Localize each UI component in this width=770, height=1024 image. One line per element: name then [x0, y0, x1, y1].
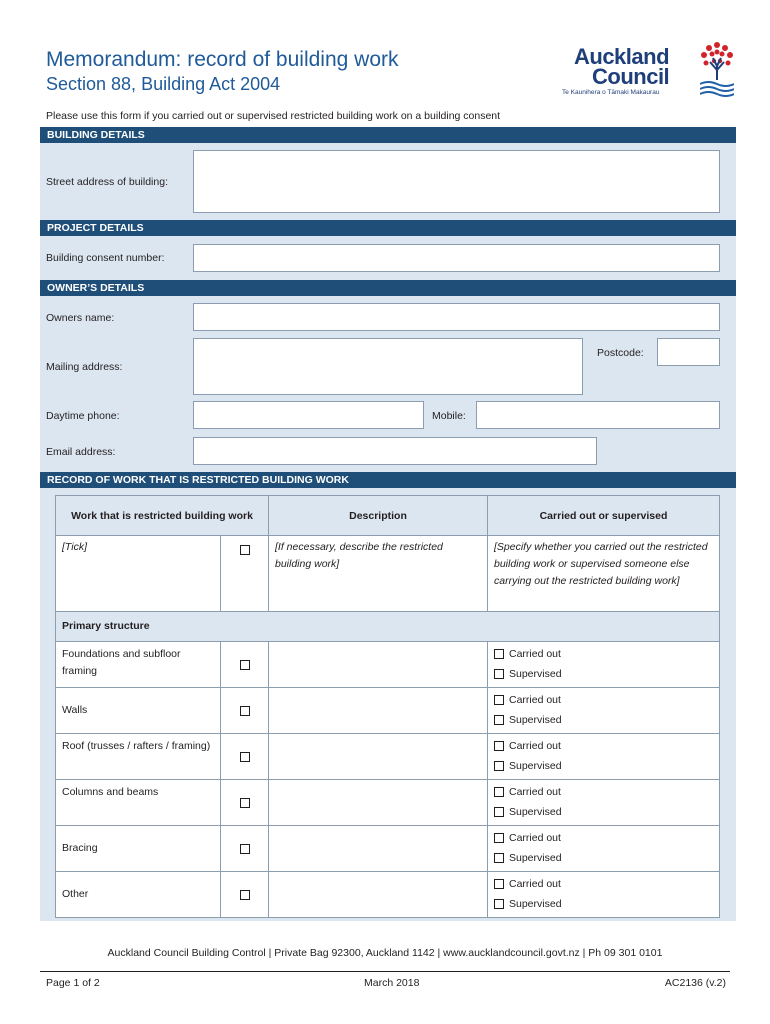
- daytime-phone-label: Daytime phone:: [46, 410, 120, 422]
- footer-contact: Auckland Council Building Control | Private Bag 92300, Auckland 1142 | www.aucklandcouncil.govt.nz | Ph 09 301 0101: [107, 947, 663, 959]
- table-row: [56, 734, 720, 780]
- carried-out-label: Carried out: [509, 740, 561, 752]
- section-project-details: PROJECT DETAILS: [40, 220, 736, 236]
- carried-out-label: Carried out: [509, 832, 561, 844]
- intro-text: Please use this form if you carried out or supervised restricted building work on a building consent: [46, 110, 501, 122]
- carried-out-label: Carried out: [509, 648, 561, 660]
- page-number: Page 1 of 2: [46, 977, 100, 989]
- mailing-address-input[interactable]: [193, 338, 583, 395]
- work-item-checkbox[interactable]: [240, 890, 250, 900]
- supervised-label: Supervised: [509, 806, 562, 818]
- description-cell[interactable]: [269, 872, 488, 918]
- owners-name-label: Owners name:: [46, 312, 115, 324]
- mobile-label: Mobile:: [432, 410, 466, 422]
- carried-out-label: Carried out: [509, 878, 561, 890]
- work-item-checkbox[interactable]: [240, 706, 250, 716]
- description-cell[interactable]: [269, 734, 488, 780]
- footer-date: March 2018: [364, 977, 420, 989]
- work-item-checkbox[interactable]: [240, 752, 250, 762]
- carried-out-checkbox[interactable]: [494, 879, 504, 889]
- table-row: [56, 872, 720, 918]
- guide-tick: [Tick]: [56, 536, 221, 612]
- work-item-checkbox[interactable]: [240, 798, 250, 808]
- carried-out-checkbox[interactable]: [494, 741, 504, 751]
- supervised-checkbox[interactable]: [494, 669, 504, 679]
- work-item-checkbox[interactable]: [240, 660, 250, 670]
- supervised-checkbox[interactable]: [494, 715, 504, 725]
- primary-structure-row: [56, 612, 720, 642]
- section-building-details: BUILDING DETAILS: [40, 127, 736, 143]
- postcode-input[interactable]: [657, 338, 720, 366]
- description-cell[interactable]: [269, 688, 488, 734]
- street-address-input[interactable]: [193, 150, 720, 213]
- footer-divider: [40, 971, 730, 972]
- section-owners-details: OWNER’S DETAILS: [40, 280, 736, 296]
- consent-number-label: Building consent number:: [46, 252, 165, 264]
- section-record-of-work: RECORD OF WORK THAT IS RESTRICTED BUILDING WORK: [40, 472, 736, 488]
- work-item-checkbox[interactable]: [240, 844, 250, 854]
- description-cell[interactable]: [269, 780, 488, 826]
- supervised-checkbox[interactable]: [494, 807, 504, 817]
- daytime-phone-input[interactable]: [193, 401, 424, 429]
- work-item-label: Bracing: [56, 826, 221, 872]
- auckland-council-logo: [562, 40, 734, 102]
- header-carried-supervised: Carried out or supervised: [488, 496, 720, 536]
- primary-structure-heading: Primary structure: [56, 612, 720, 642]
- header-description: Description: [269, 496, 488, 536]
- logo-word-auckland: Auckland: [574, 44, 670, 69]
- logo-tagline: Te Kaunihera o Tāmaki Makaurau: [562, 89, 660, 96]
- street-address-label: Street address of building:: [46, 176, 168, 188]
- supervised-checkbox[interactable]: [494, 853, 504, 863]
- header-work: Work that is restricted building work: [56, 496, 269, 536]
- table-header-row: [56, 496, 720, 536]
- mobile-input[interactable]: [476, 401, 720, 429]
- postcode-label: Postcode:: [597, 347, 644, 359]
- supervised-checkbox[interactable]: [494, 761, 504, 771]
- supervised-label: Supervised: [509, 852, 562, 864]
- carried-out-checkbox[interactable]: [494, 787, 504, 797]
- work-item-label: Columns and beams: [56, 780, 221, 826]
- description-cell[interactable]: [269, 826, 488, 872]
- guide-checkbox[interactable]: [240, 545, 250, 555]
- email-input[interactable]: [193, 437, 597, 465]
- page-title: Memorandum: record of building work: [46, 48, 399, 71]
- table-row: [56, 780, 720, 826]
- supervised-label: Supervised: [509, 714, 562, 726]
- work-item-label: Other: [56, 872, 221, 918]
- carried-out-checkbox[interactable]: [494, 695, 504, 705]
- supervised-label: Supervised: [509, 668, 562, 680]
- mailing-address-label: Mailing address:: [46, 361, 123, 373]
- work-item-label: Foundations and subfloor framing: [56, 642, 221, 688]
- table-row: [56, 642, 720, 688]
- page-subtitle: Section 88, Building Act 2004: [46, 74, 281, 94]
- owners-name-input[interactable]: [193, 303, 720, 331]
- logo-word-council: Council: [592, 64, 670, 89]
- carried-out-label: Carried out: [509, 786, 561, 798]
- description-cell[interactable]: [269, 642, 488, 688]
- email-label: Email address:: [46, 446, 116, 458]
- carried-out-checkbox[interactable]: [494, 833, 504, 843]
- work-item-label: Walls: [56, 688, 221, 734]
- guide-row: [56, 536, 720, 612]
- guide-description: [If necessary, describe the restricted building work]: [269, 536, 488, 612]
- carried-out-label: Carried out: [509, 694, 561, 706]
- consent-number-input[interactable]: [193, 244, 720, 272]
- table-row: [56, 826, 720, 872]
- supervised-label: Supervised: [509, 898, 562, 910]
- supervised-label: Supervised: [509, 760, 562, 772]
- restricted-work-table: [55, 495, 720, 918]
- work-item-label: Roof (trusses / rafters / framing): [56, 734, 221, 780]
- supervised-checkbox[interactable]: [494, 899, 504, 909]
- table-row: [56, 688, 720, 734]
- form-code: AC2136 (v.2): [664, 977, 726, 989]
- pohutukawa-tree-icon: [700, 40, 734, 100]
- carried-out-checkbox[interactable]: [494, 649, 504, 659]
- guide-carried: [Specify whether you carried out the restricted building work or supervised someone else carrying out the restricted building work]: [488, 536, 720, 612]
